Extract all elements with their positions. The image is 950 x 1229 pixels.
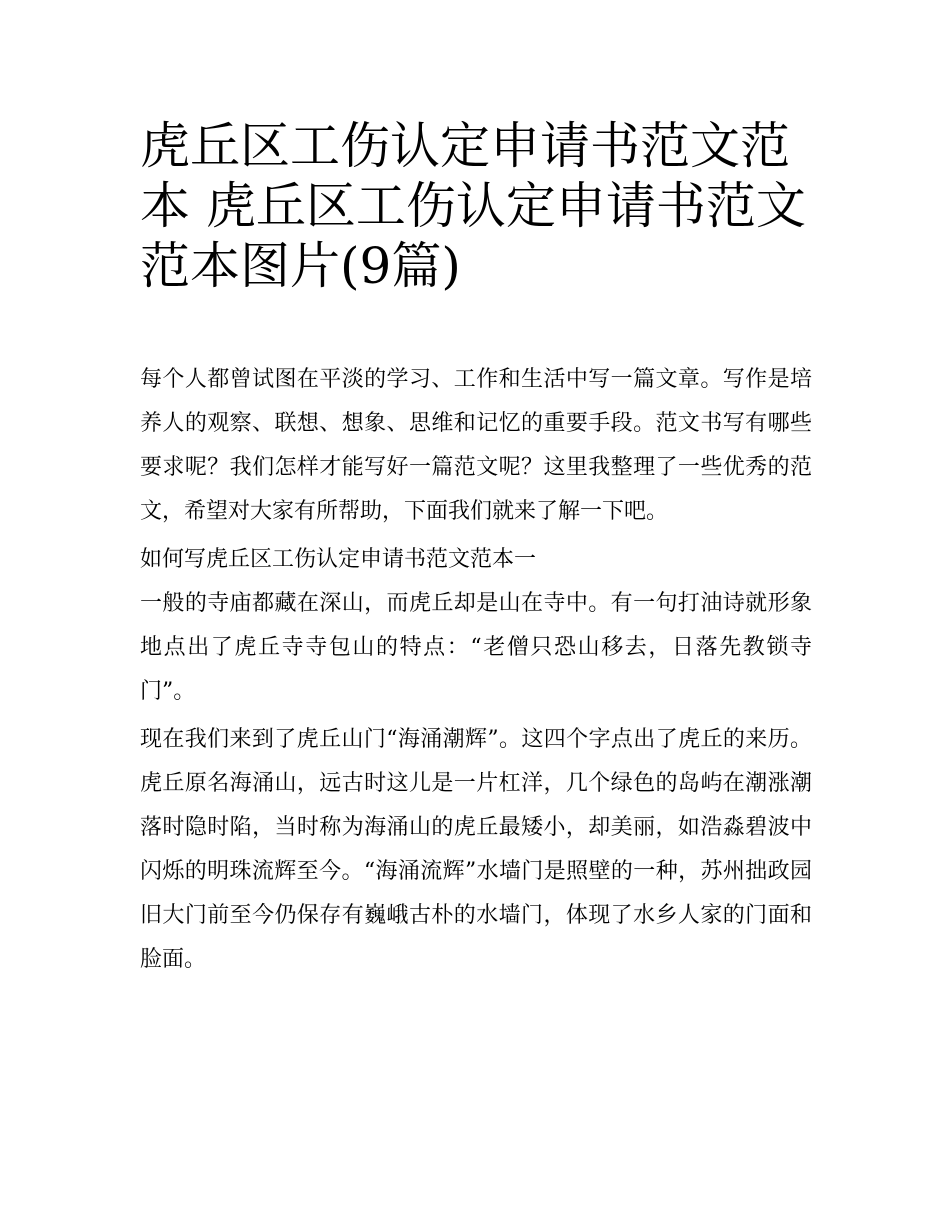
document-title: 虎丘区工伤认定申请书范文范本 虎丘区工伤认定申请书范文范本图片(9篇) — [140, 117, 806, 295]
document-body — [140, 358, 812, 982]
intro-paragraph: 每个人都曾试图在平淡的学习、工作和生活中写一篇文章。写作是培养人的观察、联想、想象、思维和记忆的重要手段。范文书写有哪些要求呢？我们怎样才能写好一篇范文呢？这里我整理了一些优秀的范文，希望对大家有所帮助，下面我们就来了解一下吧。 — [140, 367, 812, 524]
section-heading: 如何写虎丘区工伤认定申请书范文范本一 — [140, 547, 537, 572]
body-paragraph-2: 现在我们来到了虎丘山门“海涌潮辉”。这四个字点出了虎丘的来历。虎丘原名海涌山，远古时这儿是一片杠洋，几个绿色的岛屿在潮涨潮落时隐时陷，当时称为海涌山的虎丘最矮小，却美丽，如浩淼碧波中闪烁的明珠流辉至今。“海涌流辉”水墙门是照壁的一种，苏州拙政园旧大门前至今仍保存有巍峨古朴的水墙门，体现了水乡人家的门面和脸面。 — [140, 727, 812, 972]
body-paragraph-1: 一般的寺庙都藏在深山，而虎丘却是山在寺中。有一句打油诗就形象地点出了虎丘寺寺包山的特点：“老僧只恐山移去，日落先教锁寺门”。 — [140, 591, 812, 704]
